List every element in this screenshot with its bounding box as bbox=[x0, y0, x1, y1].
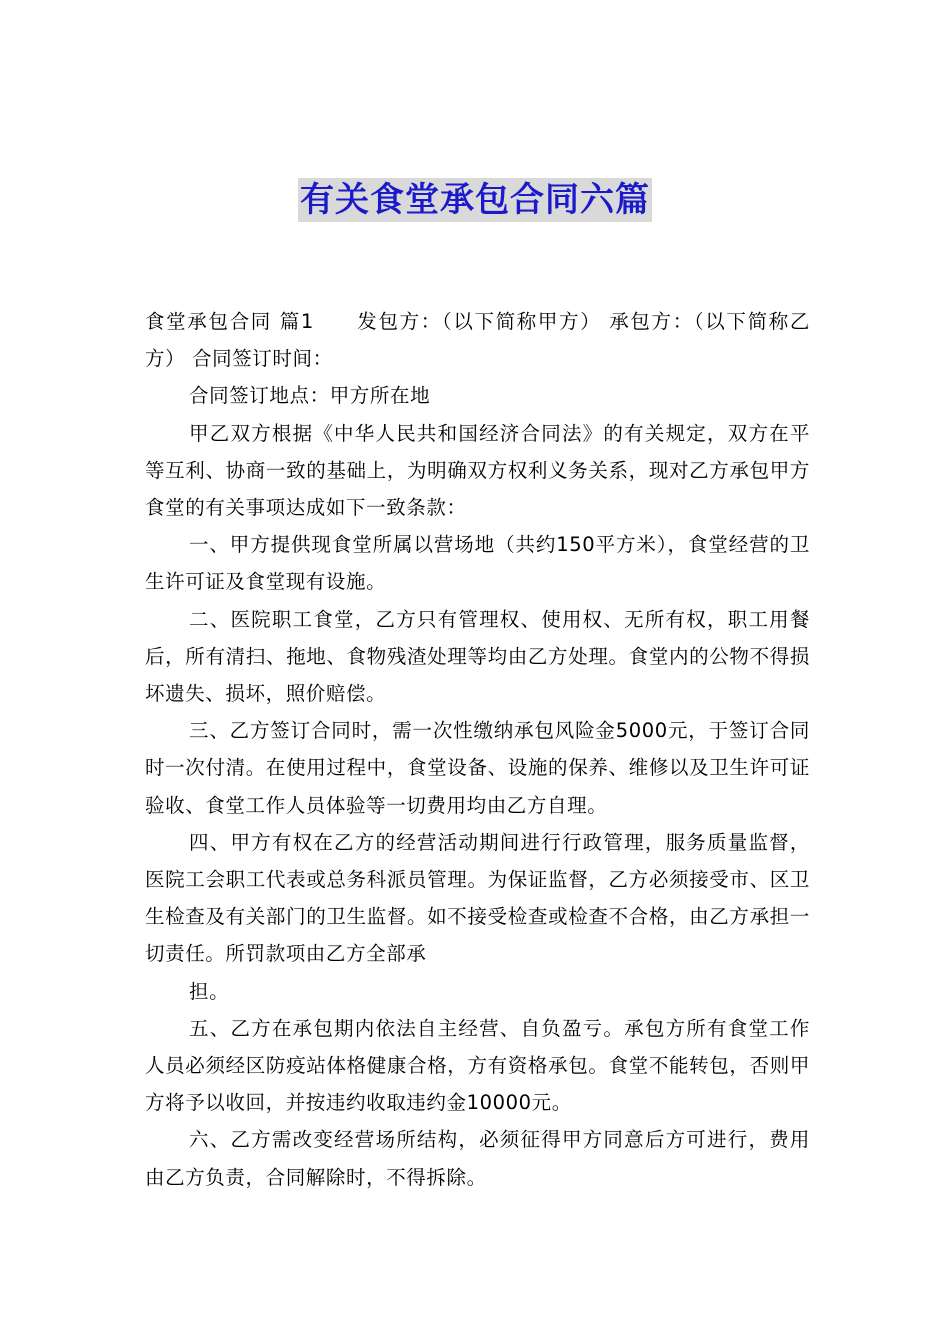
paragraph-clause-5: 五、乙方在承包期内依法自主经营、自负盈亏。承包方所有食堂工作人员必须经区防疫站体格健康合格，方有资格承包。食堂不能转包，否则甲方将予以收回，并按违约收取违约金10000元。 bbox=[145, 1016, 810, 1115]
document-title: 有关食堂承包合同六篇 bbox=[300, 180, 650, 220]
paragraph-clause-1: 一、甲方提供现食堂所属以营场地（共约150平方米），食堂经营的卫生许可证及食堂现有设施。 bbox=[145, 533, 810, 594]
paragraph-signing-place: 合同签订地点：甲方所在地 bbox=[189, 384, 431, 408]
paragraph-clause-2: 二、医院职工食堂，乙方只有管理权、使用权、无所有权，职工用餐后，所有清扫、拖地、食物残渣处理等均由乙方处理。食堂内的公物不得损坏遗失、损坏，照价赔偿。 bbox=[145, 607, 810, 706]
document-body bbox=[145, 303, 810, 1196]
paragraph-clause-4: 四、甲方有权在乙方的经营活动期间进行行政管理，服务质量监督，医院工会职工代表或总务科派员管理。为保证监督，乙方必须接受市、区卫生检查及有关部门的卫生监督。如不接受检查或检查不合格，由乙方承担一切责任。所罚款项由乙方全部承 bbox=[145, 830, 810, 966]
paragraph-clause-4-continuation: 担。 bbox=[189, 979, 230, 1003]
paragraph-clause-3: 三、乙方签订合同时，需一次性缴纳承包风险金5000元，于签订合同时一次付清。在使用过程中，食堂设备、设施的保养、维修以及卫生许可证验收、食堂工作人员体验等一切费用均由乙方自理。 bbox=[145, 719, 810, 817]
paragraph-intro: 食堂承包合同 篇1 发包方：（以下简称甲方） 承包方：（以下简称乙方） 合同签订时间： bbox=[145, 310, 810, 371]
paragraph-clause-6: 六、乙方需改变经营场所结构，必须征得甲方同意后方可进行，费用由乙方负责，合同解除时，不得拆除。 bbox=[145, 1128, 810, 1189]
paragraph-preamble: 甲乙双方根据《中华人民共和国经济合同法》的有关规定，双方在平等互利、协商一致的基础上，为明确双方权利义务关系，现对乙方承包甲方食堂的有关事项达成如下一致条款： bbox=[145, 421, 810, 520]
title-container bbox=[0, 178, 950, 222]
